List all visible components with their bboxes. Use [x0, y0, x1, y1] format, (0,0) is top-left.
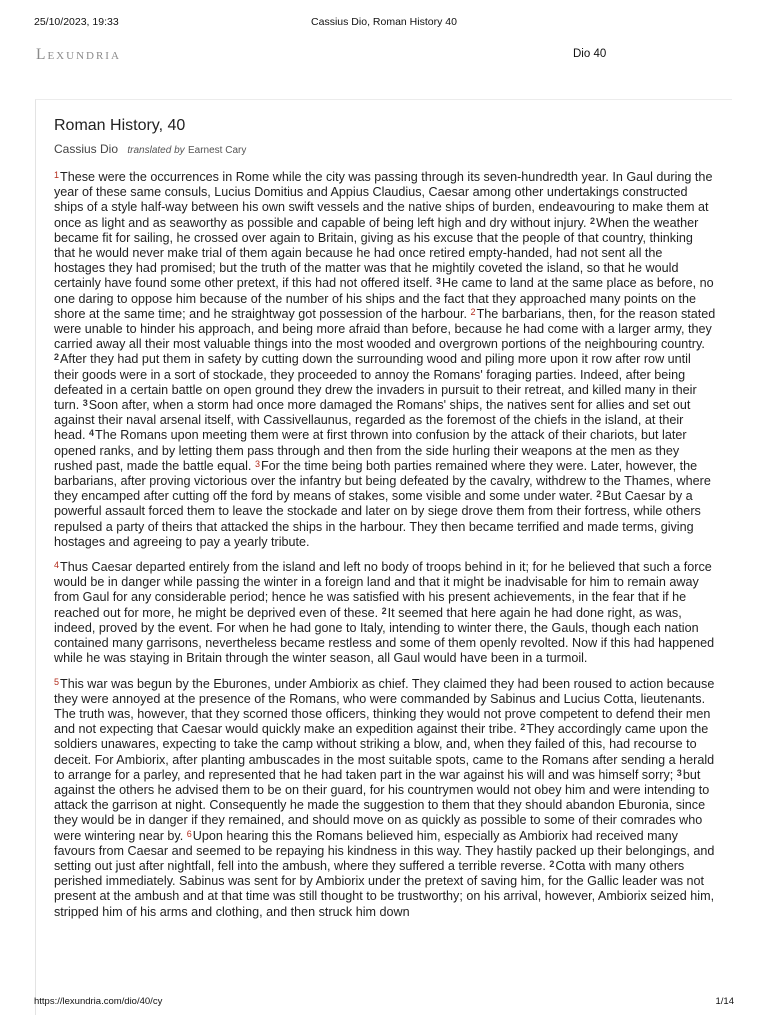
subsection-number[interactable]: 3	[82, 398, 88, 409]
paragraph-text: Cotta with many others perished immediately. Sabinus was sent for by Ambiorix under the pretext of saving him, for the Gallic leader was not present at the ambush and at that time was still thought to be trustworthy; on his arrival, however, Ambiorix seized him, stripped him of his arms and clothing, and then struck him down	[54, 858, 715, 919]
paragraph-text: The barbarians, then, for the reason stated were unable to hinder his approach, and being more afraid than before, because he had come with a larger army, they carried away all their most valuable things into the most wooded and overgrown portions of the neighbouring country.	[54, 306, 716, 352]
text-paragraph	[54, 170, 716, 550]
print-date: 25/10/2023, 19:33	[34, 16, 119, 28]
subsection-number[interactable]: 3	[436, 276, 442, 287]
text-body	[54, 170, 716, 920]
text-panel	[35, 99, 732, 1015]
paragraph-text: It seemed that here again he had done right, as was, indeed, proved by the event. For when he had gone to Italy, intending to winter there, the Gauls, though each nation contained many garrisons, nevertheless became restless and some of them openly revolted. Now if this had happened while he was staying in Britain through the winter season, all Gaul would have been in a turmoil.	[54, 605, 715, 666]
byline	[54, 142, 716, 158]
paragraph-text: After they had put them in safety by cutting down the surrounding wood and piling more upon it row after row until their goods were in a sort of stockade, they proceeded to annoy the Romans' foraging parties. Indeed, after being defeated in a certain battle on open ground they drew the invaders in pursuit to their retreat, and killed many in their turn.	[54, 352, 697, 413]
work-title: Roman History, 40	[54, 117, 186, 134]
subsection-number[interactable]: 2	[54, 352, 60, 363]
subsection-number[interactable]: 2	[549, 858, 555, 869]
section-number[interactable]: 1	[54, 170, 60, 180]
section-number[interactable]: 2	[470, 306, 476, 317]
subsection-number[interactable]: 2	[381, 605, 387, 616]
text-paragraph	[54, 677, 716, 920]
paragraph-text: Upon hearing this the Romans believed him, especially as Ambiorix had received many favours from Caesar and seemed to be repaying his kindness in this way. They hastily packed up their belongings, and setting out just after nightfall, fell into the ambush, where they suffered a terrible reverse.	[54, 828, 715, 873]
site-logo[interactable]: Lexundria	[36, 46, 121, 63]
subsection-number[interactable]: 2	[590, 215, 596, 226]
paragraph-text: But Caesar by a powerful assault forced them to leave the stockade and later on by siege drove them from their fortress, while others repulsed a party of theirs that attacked the ships in the harbour. They then became terrified and made terms, giving hostages and agreeing to pay a yearly tribute.	[54, 489, 701, 549]
paragraph-text: When the weather became fit for sailing, he crossed over again to Britain, giving as his excuse that the people of that country, thinking that he would never make trial of them again because he had once retired empty-handed, had not sent all the hostages they had promised; but the truth of the matter was that he mightily coveted the island, so that he would certainly have found some other pretext, if this had not offered itself.	[54, 215, 699, 291]
subsection-number[interactable]: 2	[520, 722, 526, 733]
section-number[interactable]: 4	[54, 560, 60, 571]
print-page-number: 1/14	[715, 996, 734, 1007]
text-paragraph	[54, 560, 716, 666]
paragraph-text: This war was begun by the Eburones, under Ambiorix as chief. They claimed they had been roused to action because they were annoyed at the presence of the Romans, who were commanded by Sabinus and Lucius Cotta, lieutenants. The truth was, however, that they scorned those officers, thinking they would not prove competent to defend their men and not expecting that Caesar would quickly make an expedition against their tribe.	[54, 676, 715, 737]
print-document-title: Cassius Dio, Roman History 40	[311, 16, 457, 28]
subsection-number[interactable]: 2	[596, 489, 602, 500]
print-header	[34, 16, 734, 30]
paragraph-text: These were the occurrences in Rome while the city was passing through its seven-hundredth year. In Gaul during the year of these same consuls, Lucius Domitius and Appius Claudius, Caesar among other undertakings constructed ships of a style half-way between his own swift vessels and the native ships of burden, endeavouring to make them at once as light and as seaworthy as possible and capable of being left high and dry without injury.	[54, 170, 713, 230]
work-nav-label[interactable]: Dio 40	[573, 48, 607, 60]
translated-by-label: translated by	[127, 145, 185, 156]
subsection-number[interactable]: 4	[89, 428, 95, 439]
print-url: https://lexundria.com/dio/40/cy	[34, 996, 163, 1007]
site-header	[36, 46, 732, 66]
translator-name: Earnest Cary	[187, 145, 247, 156]
paragraph-text: They accordingly came upon the soldiers unawares, expecting to take the camp without striking a blow, and, when they failed of this, had recourse to deceit. For Ambiorix, after planting ambuscades in the most suitable spots, came to the Romans after sending a herald to arrange for a parley, and represented that he had taken part in the war against his will and was himself sorry;	[54, 722, 715, 782]
section-number[interactable]: 5	[54, 676, 60, 687]
paragraph-text: For the time being both parties remained where they were. Later, however, the barbarians, after proving victorious over the infantry but being defeated by the cavalry, withdrew to the Thames, where they encamped after cutting off the ford by means of stakes, some visible and some under water.	[54, 458, 711, 504]
author-name[interactable]: Cassius Dio	[54, 142, 119, 156]
paragraph-text: but against the others he advised them to be on their guard, for his countrymen would not obey him and were intending to attack the garrison at night. Consequently he made the suggestion to them that they should abandon Eburonia, since they would be in danger if they remained, and should move on as quickly as possible to some of their comrades who were wintering near by.	[54, 767, 710, 843]
paragraph-text: Thus Caesar departed entirely from the island and left no body of troops behind in it; for he believed that such a force would be in danger while passing the winter in a foreign land and that it might be inadvisable for him to remain away from Gaul for any considerable period; hence he was satisfied with his present achievements, in the fear that if he reached out for more, he might be deprived even of these.	[54, 560, 712, 620]
section-number[interactable]: 6	[186, 828, 192, 839]
section-number[interactable]: 3	[254, 458, 260, 469]
paragraph-text: The Romans upon meeting them were at first thrown into confusion by the attack of their chariots, but later opened ranks, and by letting them pass through and then from the side hurling their weapons at the men as they rushed past, made the battle equal.	[54, 428, 687, 473]
text-panel-inner	[54, 116, 716, 930]
paragraph-text: Soon after, when a storm had once more damaged the Romans' ships, the natives sent for allies and set out against their naval arsenal itself, with Cassivellaunus, regarded as the foremost of the chiefs in the island, at their head.	[54, 398, 691, 443]
paragraph-text: He came to land at the same place as before, no one daring to oppose him because of the number of his ships and the fact that they approached many points on the shore at the same time; and he straightway got possession of the harbour.	[54, 276, 714, 321]
subsection-number[interactable]: 3	[676, 767, 682, 778]
print-footer	[34, 996, 734, 1010]
